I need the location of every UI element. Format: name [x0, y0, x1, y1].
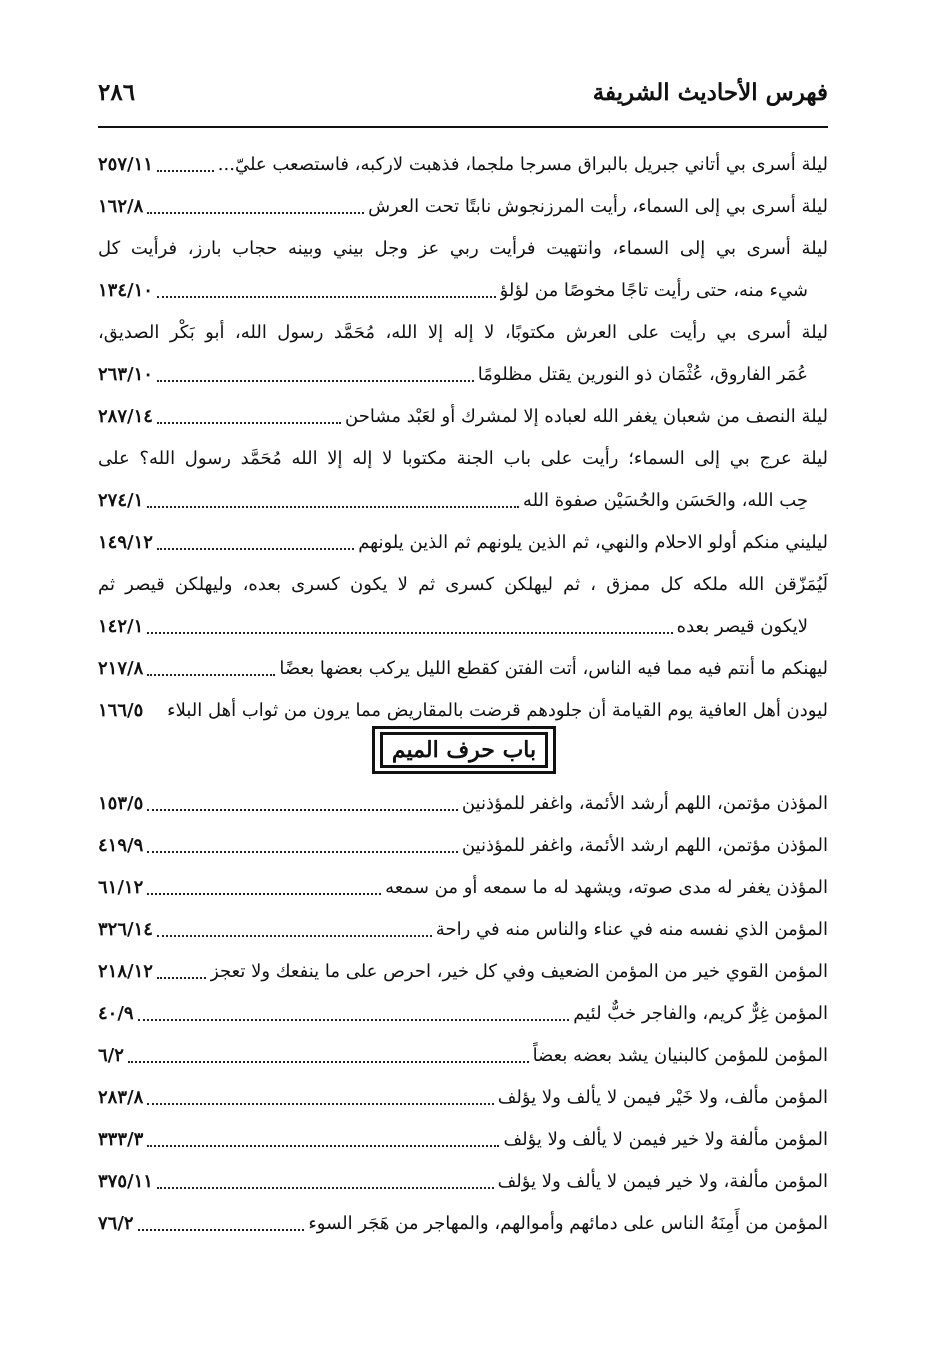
entry-text: المؤمن من أَمِنَهُ الناس على دمائهم وأموالهم، والمهاجر من هَجَر السوء [308, 1213, 828, 1234]
index-entry [98, 1077, 828, 1119]
entry-text: ليهنكم ما أنتم فيه مما فيه الناس، أتت الفتن كقطع الليل يركب بعضها بعضًا [279, 658, 828, 679]
index-entry [98, 1161, 828, 1203]
index-entry [98, 396, 828, 438]
entry-text: ليلة أسرى بي أتاني جبريل بالبراق مسرجا ملجما، فذهبت لاركبه، فاستصعب عليّ... [217, 154, 828, 175]
hadith-index-list-lam [98, 144, 828, 732]
entry-text: حِب الله، والحَسَن والحُسَيْن صفوة الله [522, 490, 808, 511]
page-title: فهرس الأحاديث الشريفة [592, 78, 828, 106]
entry-text: المؤمن للمؤمن كالبنيان يشد بعضه بعضاً [532, 1045, 828, 1066]
index-entry [98, 648, 828, 690]
dot-leader [138, 1019, 570, 1021]
dot-leader [147, 632, 672, 634]
entry-text: المؤذن مؤتمن، اللهم أرشد الأئمة، واغفر للمؤذنين [461, 793, 828, 814]
entry-text: عُمَر الفاروق، عُثْمَان ذو النورين يقتل مظلومًا [477, 364, 808, 385]
volume-page-ref: ٢٧٤/١ [98, 490, 144, 511]
index-entry [98, 186, 828, 228]
index-entry [98, 564, 828, 606]
index-entry [98, 228, 828, 270]
volume-page-ref: ٢١٨/١٢ [98, 961, 153, 982]
entry-text: لَيُمَزّقن الله ملكه كل ممزق ، ثم ليهلكن كسرى ثم لا يكون كسرى بعده، وليهلكن قيصر ثم [98, 574, 828, 595]
header-divider [98, 126, 828, 128]
dot-leader [147, 1103, 494, 1105]
index-entry [98, 1203, 828, 1245]
volume-page-ref: ٣٢٦/١٤ [98, 919, 153, 940]
dot-leader [138, 1229, 305, 1231]
index-entry [98, 312, 828, 354]
volume-page-ref: ٢٦٣/١٠ [98, 364, 153, 385]
entry-text: المؤذن يغفر له مدى صوته، ويشهد له ما سمعه أو من سمعه [385, 877, 828, 898]
page-header [98, 70, 828, 114]
dot-leader [147, 1145, 499, 1147]
section-heading: باب حرف الميم [380, 732, 548, 768]
entry-text: ليلة النصف من شعبان يغفر الله لعباده إلا لمشرك أو لعَبْد مشاحن [345, 406, 828, 427]
volume-page-ref: ١٦٢/٨ [98, 196, 144, 217]
dot-leader [147, 212, 364, 214]
index-entry [98, 606, 828, 648]
index-entry [98, 783, 828, 825]
entry-text: لايكون قيصر بعده [676, 616, 808, 637]
volume-page-ref: ٣٧٥/١١ [98, 1171, 153, 1192]
index-entry [98, 354, 828, 396]
index-entry [98, 438, 828, 480]
entry-text: المؤمن مألف، ولا خَيْر فيمن لا يألف ولا يؤلف [497, 1087, 828, 1108]
entry-text: المؤمن القوي خير من المؤمن الضعيف وفي كل خير، احرص على ما ينفعك ولا تعجز [210, 961, 828, 982]
dot-leader [157, 1187, 494, 1189]
dot-leader [157, 935, 432, 937]
volume-page-ref: ١٥٣/٥ [98, 793, 144, 814]
entry-text: ليودن أهل العافية يوم القيامة أن جلودهم قرضت بالمقاريض مما يرون من ثواب أهل البلاء [167, 700, 828, 721]
index-entry [98, 825, 828, 867]
index-entry [98, 951, 828, 993]
volume-page-ref: ٤١٩/٩ [98, 835, 144, 856]
entry-text: ليلة أسرى بي إلى السماء، وانتهيت فرأيت ربي عز وجل بيني وبينه حجاب بارز، فرأيت كل [98, 238, 828, 259]
section-heading-box [372, 726, 556, 774]
volume-page-ref: ٢٨٧/١٤ [98, 406, 153, 427]
volume-page-ref: ٤٠/٩ [98, 1003, 134, 1024]
dot-leader [147, 851, 458, 853]
volume-page-ref: ١٣٤/١٠ [98, 280, 153, 301]
index-entry [98, 144, 828, 186]
entry-text: المؤمن مألفة ولا خير فيمن لا يألف ولا يؤلف [503, 1129, 828, 1150]
volume-page-ref: ١٤٢/١ [98, 616, 144, 637]
index-entry [98, 1035, 828, 1077]
dot-leader [157, 296, 496, 298]
index-entry [98, 909, 828, 951]
entry-text: شيء منه، حتى رأيت تاجًا مخوصًا من لؤلؤ [499, 280, 808, 301]
entry-text: ليلة عرج بي إلى السماء؛ رأيت على باب الجنة مكتوبا لا إله إلا الله مُحَمَّد رسول الله؟ على [98, 448, 828, 469]
entry-text: المؤمن مألفة، ولا خير فيمن لا يألف ولا يؤلف [497, 1171, 828, 1192]
entry-text: ليلة أسرى بي إلى السماء، رأيت المرزنجوش نابتًا تحت العرش [368, 196, 828, 217]
dot-leader [147, 674, 275, 676]
index-entry [98, 867, 828, 909]
dot-leader [128, 1061, 529, 1063]
dot-leader [157, 548, 354, 550]
dot-leader [157, 170, 214, 172]
index-entry [98, 1119, 828, 1161]
dot-leader [147, 506, 519, 508]
volume-page-ref: ١٦٦/٥ [98, 700, 144, 721]
dot-leader [147, 809, 458, 811]
index-entry [98, 522, 828, 564]
volume-page-ref: ٢١٧/٨ [98, 658, 144, 679]
index-entry [98, 270, 828, 312]
dot-leader [157, 422, 341, 424]
volume-page-ref: ٢٥٧/١١ [98, 154, 153, 175]
volume-page-ref: ١٤٩/١٢ [98, 532, 153, 553]
index-entry [98, 480, 828, 522]
dot-leader [147, 893, 381, 895]
entry-text: ليلة أسرى بي رأيت على العرش مكتوبًا، لا إله إلا الله، مُحَمَّد رسول الله، أبو بَكْر الصديق، [98, 322, 828, 343]
volume-page-ref: ٣٣٣/٣ [98, 1129, 144, 1150]
volume-page-ref: ٢٨٣/٨ [98, 1087, 144, 1108]
volume-page-ref: ٦/٢ [98, 1045, 124, 1066]
dot-leader [157, 380, 474, 382]
dot-leader [157, 977, 206, 979]
volume-page-ref: ٦١/١٢ [98, 877, 144, 898]
entry-text: المؤمن غِرٌّ كريم، والفاجر خبٌّ لئيم [573, 1003, 828, 1024]
page-number: ٢٨٦ [98, 78, 136, 106]
hadith-index-list-mim [98, 783, 828, 1245]
entry-text: المؤمن الذي نفسه منه في عناء والناس منه في راحة [435, 919, 828, 940]
index-entry [98, 993, 828, 1035]
volume-page-ref: ٧٦/٢ [98, 1213, 134, 1234]
entry-text: ليليني منكم أولو الاحلام والنهي، ثم الذين يلونهم ثم الذين يلونهم [358, 532, 828, 553]
entry-text: المؤذن مؤتمن، اللهم ارشد الأئمة، واغفر للمؤذنين [461, 835, 828, 856]
